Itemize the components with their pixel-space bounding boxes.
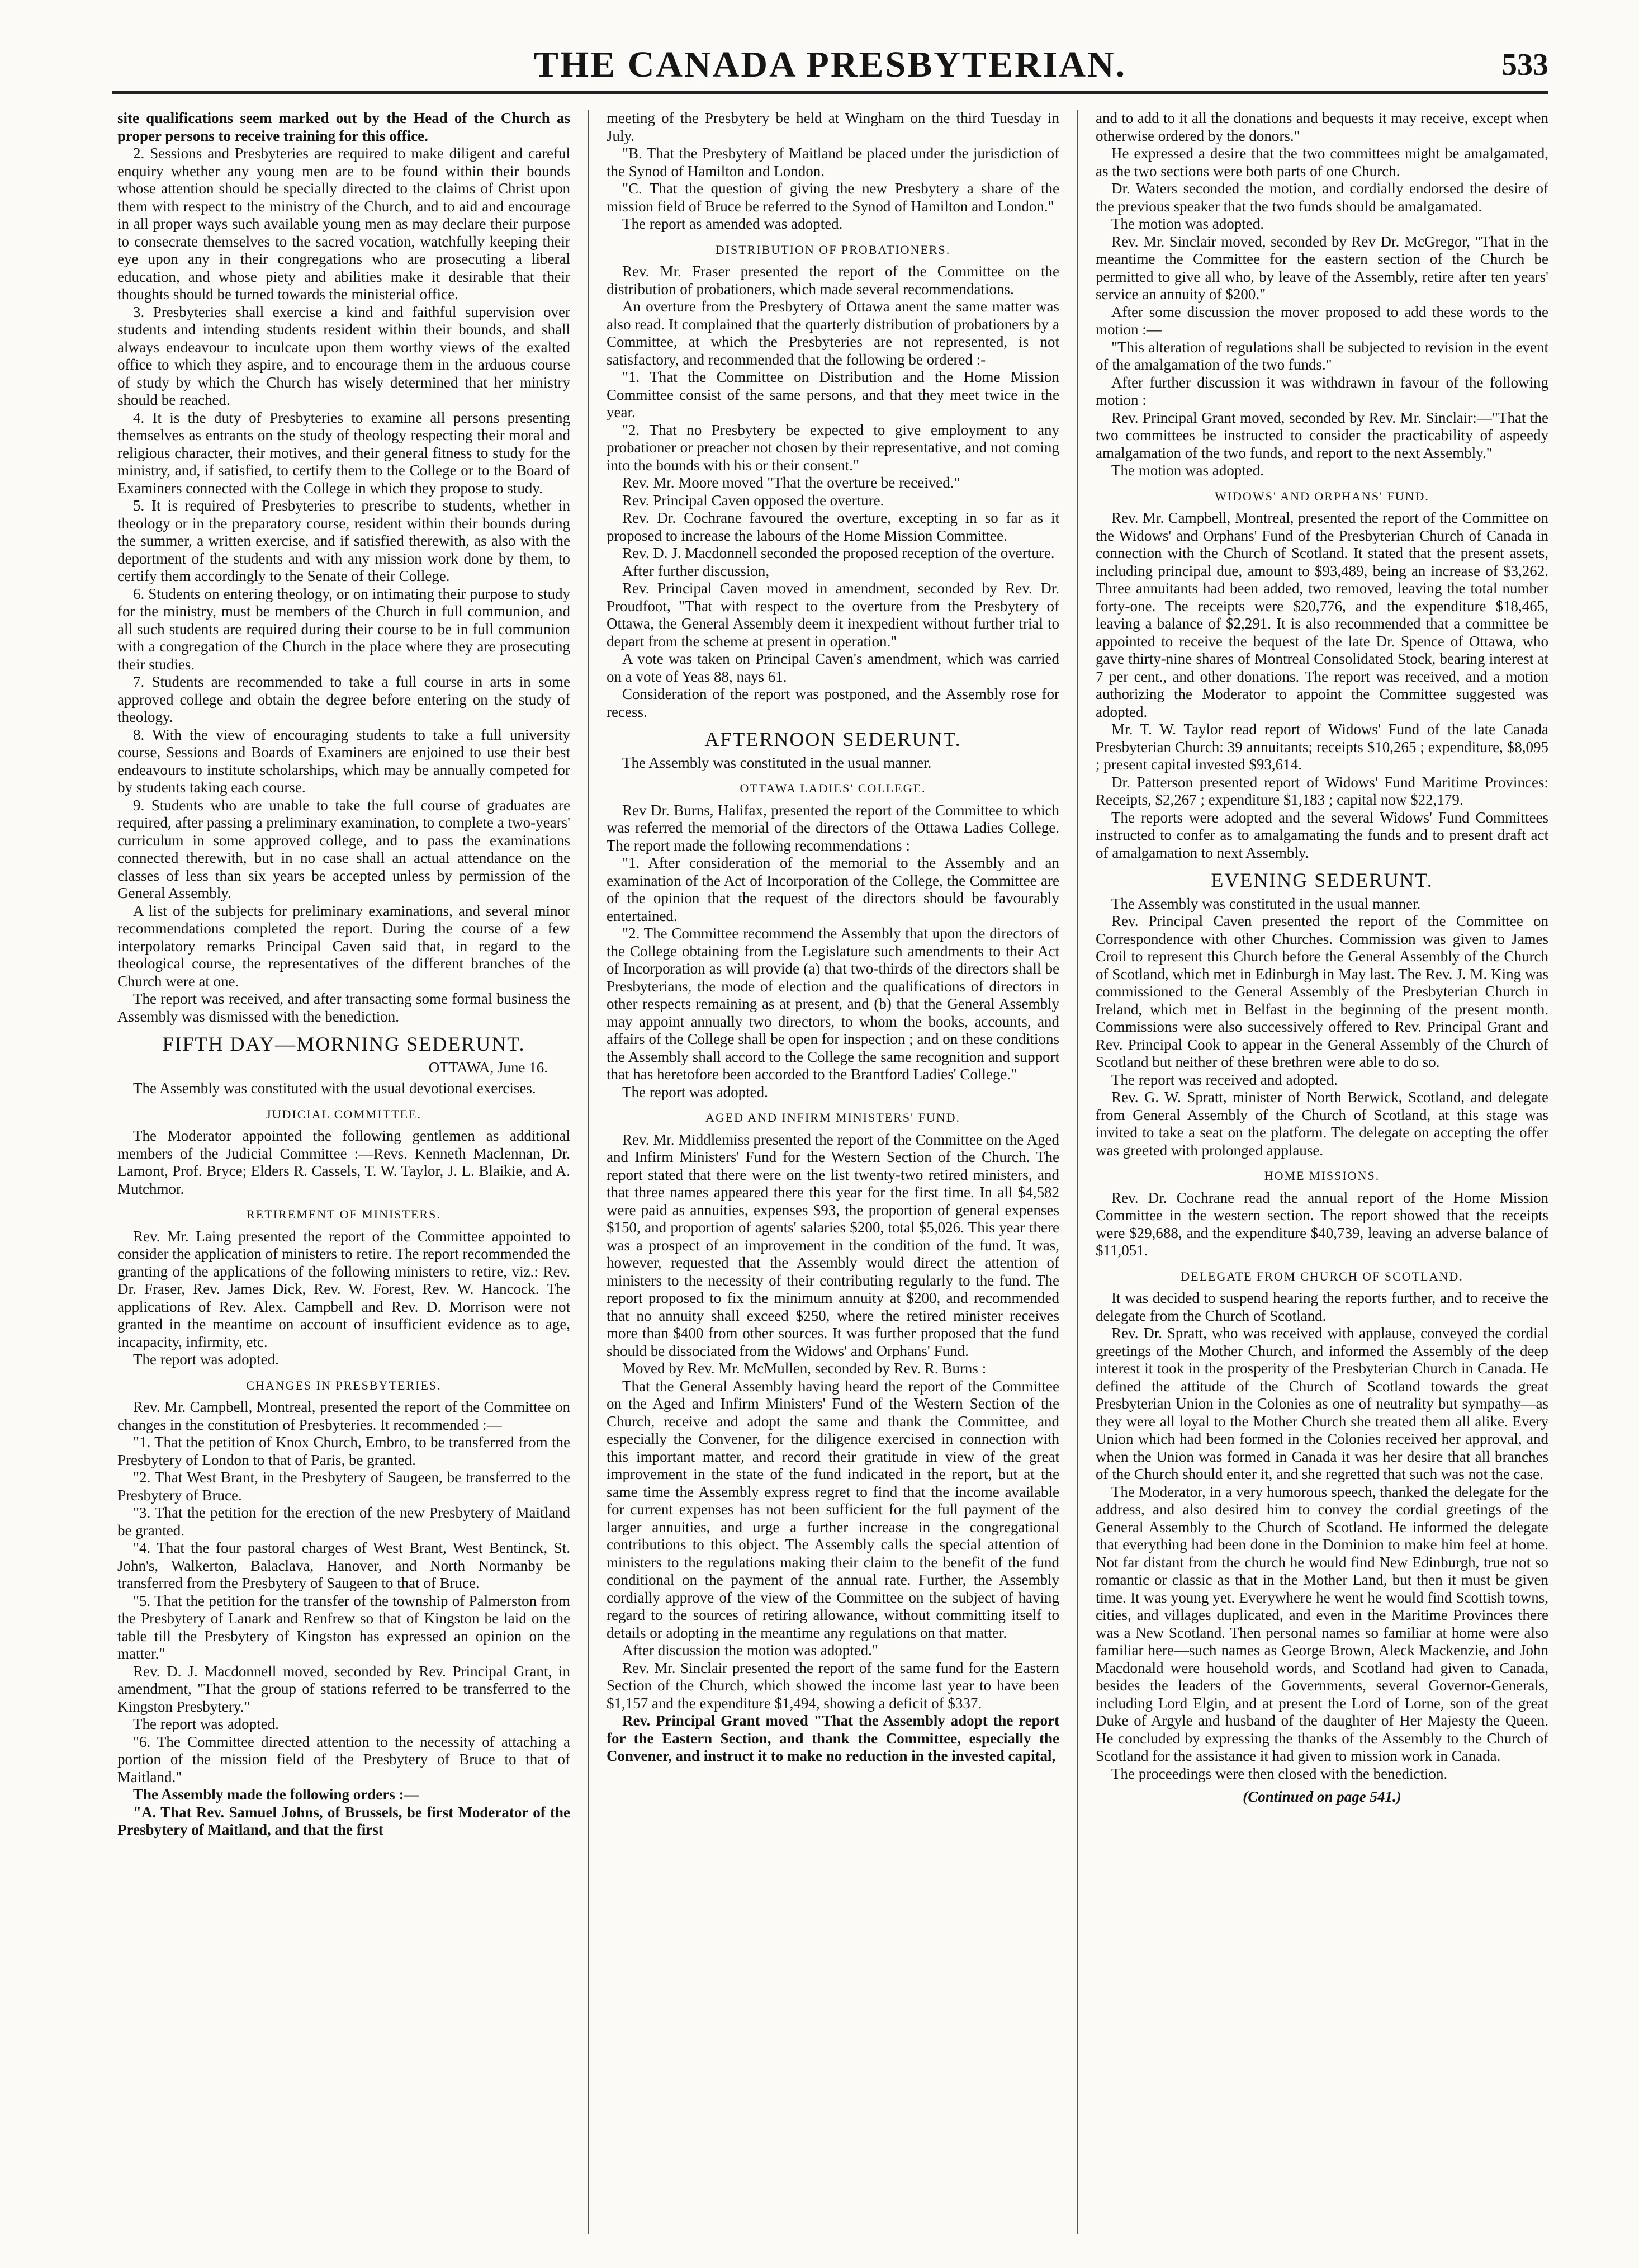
- paragraph: "A. That Rev. Samuel Johns, of Brussels, be first Moderator of the Presbytery of Maitland, and that the first: [117, 1803, 570, 1838]
- paragraph: 5. It is required of Presbyteries to prescribe to students, whether in theology or in the preparatory course, resident within their bounds during the summer, a written exercise, and if satisfied therewith, as also with the deportment of the students and with any mission work done by them, to certify them accordingly to the Senate of their College.: [117, 497, 570, 584]
- subsection-heading: CHANGES IN PRESBYTERIES.: [246, 1378, 442, 1392]
- paragraph: After further discussion it was withdrawn in favour of the following motion :: [1096, 374, 1548, 408]
- paragraph: "This alteration of regulations shall be subjected to revision in the event of the amalgamation of the two funds.": [1096, 338, 1548, 373]
- paragraph: "B. That the Presbytery of Maitland be placed under the jurisdiction of the Synod of Hamilton and London.: [607, 145, 1059, 179]
- paragraph: "1. That the petition of Knox Church, Embro, to be transferred from the Presbytery of London to that of Paris, be granted.: [117, 1434, 570, 1468]
- paragraph: Moved by Rev. Mr. McMullen, seconded by Rev. R. Burns :: [622, 1360, 987, 1377]
- paragraph: Rev. Mr. Moore moved "That the overture be received.": [622, 474, 960, 491]
- paragraph: The Moderator appointed the following gentlemen as additional members of the Judicial Committee :—Revs. Kenneth Maclennan, Dr. Lamont, Prof. Bryce; Elders R. Cassels, T. W. Taylor, J. L. Blaikie, and A. Mutchmor.: [117, 1127, 570, 1197]
- subsection-heading: OTTAWA LADIES' COLLEGE.: [740, 781, 926, 795]
- paragraph: Mr. T. W. Taylor read report of Widows' Fund of the late Canada Presbyterian Church: 39 annuitants; receipts $10,265 ; expenditure, $8,095 ; present capital invested $93,614.: [1096, 721, 1548, 773]
- paragraph: 7. Students are recommended to take a full course in arts in some approved college and obtain the degree before entering on the study of theology.: [117, 673, 570, 725]
- column-2: [607, 110, 1059, 2234]
- paragraph: The Assembly made the following orders :—: [133, 1786, 419, 1803]
- paragraph: Rev. Mr. Middlemiss presented the report of the Committee on the Aged and Infirm Ministers' Fund for the Western Section of the Church. The report stated that there were on the list twenty-two retired ministers, and that three names appeared there this year for the first time. In all $4,582 were paid as annuities, expenses $93, the proportion of general expenses $150, and proportion of agents' salaries $200, total $5,026. This year there was a prospect of an improvement in the condition of the fund. It was, however, requested that the Assembly would direct the attention of ministers to the necessity of their contributing regularly to the fund. The report proposed to fix the minimum annuity at $200, and recommended that no annuity shall exceed $250, where the retired minister receives more than $400 from other sources. It was further proposed that the fund should be dissociated from the Widows' and Orphans' Fund.: [607, 1131, 1059, 1359]
- paragraph: Rev. Dr. Cochrane favoured the overture, excepting in so far as it proposed to increase the labours of the Home Mission Committee.: [607, 509, 1059, 544]
- paragraph: An overture from the Presbytery of Ottawa anent the same matter was also read. It complained that the quarterly distribution of probationers by a Committee, at which the Presbyteries are not represented, is not satisfactory, and recommended that the following be ordered :-: [607, 298, 1059, 368]
- paragraph: 4. It is the duty of Presbyteries to examine all persons presenting themselves as entrants on the study of theology respecting their moral and religious character, their motives, and their general fitness to study for the ministry, and, if satisfied, to certify them to the College or to the Board of Examiners connected with the College in which they propose to study.: [117, 409, 570, 497]
- paragraph: 2. Sessions and Presbyteries are required to make diligent and careful enquiry whether any young men are to be found within their bounds whose attention should be specially directed to the claims of Christ upon them with respect to the ministry of the Church, and to aid and encourage in all proper ways such available young men as may declare their purpose to consecrate themselves to the sacred vocation, watchfully keeping their eye upon any in their congregations who are prosecuting a liberal education, and whose piety and abilities make it desirable that their thoughts should be turned towards the ministerial office.: [117, 145, 570, 303]
- article-columns: [117, 110, 1548, 2234]
- paragraph: Rev. Mr. Laing presented the report of the Committee appointed to consider the application of ministers to retire. The report recommended the granting of the applications of the following ministers to retire, viz.: Rev. Dr. Fraser, Rev. James Dick, Rev. W. Forest, Rev. W. Hancock. The applications of Rev. Alex. Campbell and Rev. D. Morrison were not granted in the meantime on account of insufficient evidence as to age, incapacity, infirmity, etc.: [117, 1227, 570, 1350]
- paragraph: The motion was adopted.: [1111, 462, 1264, 479]
- column-divider: [1077, 110, 1078, 2234]
- column-1: [117, 110, 570, 2234]
- paragraph: Rev. D. J. Macdonnell moved, seconded by Rev. Principal Grant, in amendment, "That the group of stations referred to be transferred to the Kingston Presbytery.": [117, 1662, 570, 1715]
- paragraph: After further discussion,: [622, 562, 770, 579]
- paragraph: "3. That the petition for the erection of the new Presbytery of Maitland be granted.: [117, 1504, 570, 1539]
- paragraph: He expressed a desire that the two committees might be amalgamated, as the two sections were both parts of one Church.: [1096, 145, 1548, 179]
- dateline: OTTAWA, June 16.: [428, 1059, 548, 1076]
- paragraph: The report was adopted.: [133, 1716, 279, 1732]
- paragraph: The reports were adopted and the several Widows' Fund Committees instructed to confer as to amalgamating the funds and to present draft act of amalgamation to next Assembly.: [1096, 809, 1548, 861]
- subsection-heading: WIDOWS' AND ORPHANS' FUND.: [1215, 489, 1429, 503]
- column-divider: [588, 110, 589, 2234]
- paragraph: and to add to it all the donations and bequests it may receive, except when otherwise ordered by the donors.": [1096, 110, 1548, 144]
- subsection-heading: DELEGATE FROM CHURCH OF SCOTLAND.: [1181, 1269, 1463, 1283]
- continued-note: (Continued on page 541.): [1243, 1788, 1401, 1805]
- paragraph: Rev. Principal Grant moved "That the Assembly adopt the report for the Eastern Section, and thank the Committee, especially the Convener, and instruct it to make no reduction in the invested capital,: [607, 1712, 1059, 1764]
- paragraph: After some discussion the mover proposed to add these words to the motion :—: [1096, 303, 1548, 338]
- paragraph: Rev Dr. Burns, Halifax, presented the report of the Committee to which was referred the memorial of the directors of the Ottawa Ladies College. The report made the following recommendations :: [607, 801, 1059, 854]
- paragraph: "1. After consideration of the memorial to the Assembly and an examination of the Act of Incorporation of the College, the Committee are of the opinion that the request of the directors should be favourably entertained.: [607, 854, 1059, 924]
- section-heading: EVENING SEDERUNT.: [1211, 869, 1433, 891]
- paragraph: Rev. Dr. Cochrane read the annual report of the Home Mission Committee in the western section. The report showed that the receipts were $29,688, and the expenditure $40,739, leaving an adverse balance of $11,051.: [1096, 1189, 1548, 1259]
- paragraph: "2. That no Presbytery be expected to give employment to any probationer or preacher not chosen by their representative, and not coming into the bounds with his or their consent.": [607, 421, 1059, 474]
- paragraph: It was decided to suspend hearing the reports further, and to receive the delegate from the Church of Scotland.: [1096, 1289, 1548, 1324]
- paragraph: 3. Presbyteries shall exercise a kind and faithful supervision over students and intending students resident within their bounds, and shall always endeavour to inculcate upon them worthy views of the exalted office to which they aspire, and to encourage them in the arduous course of study by which the Church has wisely determined that her ministry should be reached.: [117, 303, 570, 408]
- paragraph: The report was received, and after transacting some formal business the Assembly was dismissed with the benediction.: [117, 990, 570, 1025]
- section-heading: AFTERNOON SEDERUNT.: [704, 728, 961, 750]
- paragraph: "2. That West Brant, in the Presbytery of Saugeen, be transferred to the Presbytery of Bruce.: [117, 1469, 570, 1504]
- paragraph: The Moderator, in a very humorous speech, thanked the delegate for the address, and also desired him to convey the cordial greetings of the General Assembly to the Church of Scotland. He informed the delegate that everything had been done in the Dominion to make him feel at home. Not far distant from the church he would find New Edinburgh, true not so romantic or classic as that in the Mother Land, but then it must be given time. It was young yet. Everywhere he went he would find Scottish towns, cities, and villages duplicated, and even in the Maritime Provinces there was a New Scotland. Then personal names so familiar at home were also familiar here—such names as George Brown, Aleck Mackenzie, and John Macdonald were household words, and Scotland had given to Canada, besides the leaders of the Governments, several Governor-Generals, including Lord Elgin, and at present the Lord of Lorne, son of the great Duke of Argyle and husband of the daughter of Her Majesty the Queen. He concluded by expressing the thanks of the Assembly to the Church of Scotland for the assistance it had given to mission work in Canada.: [1096, 1483, 1548, 1764]
- paragraph: "4. That the four pastoral charges of West Brant, West Bentinck, St. John's, Walkerton, Balaclava, Hanover, and North Normanby be transferred from the Presbytery of Saugeen to that of Bruce.: [117, 1539, 570, 1591]
- subsection-heading: AGED AND INFIRM MINISTERS' FUND.: [705, 1111, 961, 1124]
- paragraph: Rev. Dr. Spratt, who was received with applause, conveyed the cordial greetings of the Mother Church, and informed the Assembly of the deep interest it took in the prosperity of the Presbyterian Church in Canada. He defined the attitude of the Church of Scotland towards the great Presbyterian Union in the Colonies as one of neutrality but sympathy—as they were all loyal to the Mother Church she treated them all alike. Every Union which had been formed in the Colonies received her approval, and when the Union was formed in Canada it was her desire that all branches of the Church should enter it, and she regretted that such was not the case.: [1096, 1325, 1548, 1482]
- paragraph: The proceedings were then closed with the benediction.: [1111, 1765, 1448, 1782]
- paragraph: The motion was adopted.: [1111, 215, 1264, 232]
- paragraph: The report as amended was adopted.: [622, 215, 843, 232]
- paragraph: Rev. G. W. Spratt, minister of North Berwick, Scotland, and delegate from General Assembly of the Church of Scotland, at this stage was invited to take a seat on the platform. The delegate on accepting the offer was greeted with prolonged applause.: [1096, 1089, 1548, 1159]
- paragraph: "C. That the question of giving the new Presbytery a share of the mission field of Bruce be referred to the Synod of Hamilton and London.": [607, 180, 1059, 215]
- paragraph: Rev. Principal Caven moved in amendment, seconded by Rev. Dr. Proudfoot, "That with respect to the overture from the Presbytery of Ottawa, the General Assembly deem it inexpedient without further trial to depart from the scheme at present in operation.": [607, 580, 1059, 650]
- paragraph: The Assembly was constituted in the usual manner.: [1111, 895, 1421, 912]
- subsection-heading: DISTRIBUTION OF PROBATIONERS.: [715, 242, 951, 257]
- subsection-heading: HOME MISSIONS.: [1264, 1169, 1380, 1183]
- paragraph: meeting of the Presbytery be held at Wingham on the third Tuesday in July.: [607, 110, 1059, 144]
- paragraph: After discussion the motion was adopted.": [622, 1642, 878, 1659]
- paragraph: The Assembly was constituted with the usual devotional exercises.: [133, 1080, 536, 1097]
- paragraph: Rev. Mr. Fraser presented the report of the Committee on the distribution of probationers, which made several recommendations.: [607, 263, 1059, 297]
- page-number: 533: [1501, 48, 1548, 82]
- paragraph: A list of the subjects for preliminary examinations, and several minor recommendations completed the report. During the course of a few interpolatory remarks Principal Caven said that, in regard to the theological course, the representatives of the different branches of the Church were at one.: [117, 902, 570, 990]
- paragraph: site qualifications seem marked out by the Head of the Church as proper persons to receive training for this office.: [117, 110, 570, 144]
- subsection-heading: JUDICIAL COMMITTEE.: [266, 1107, 421, 1121]
- page-header: [112, 40, 1548, 94]
- paragraph: Consideration of the report was postponed, and the Assembly rose for recess.: [607, 686, 1059, 720]
- column-3: [1096, 110, 1548, 2234]
- paragraph: A vote was taken on Principal Caven's amendment, which was carried on a vote of Yeas 88, nays 61.: [607, 650, 1059, 685]
- paragraph: 9. Students who are unable to take the full course of graduates are required, after passing a preliminary examination, to complete a two-years' curriculum in some approved college, and to pass the examinations connected therewith, but in no case shall an actual attendance on the classes of less than six years be accepted unless by permission of the General Assembly.: [117, 796, 570, 901]
- paragraph: Rev. Principal Grant moved, seconded by Rev. Mr. Sinclair:—"That the two committees be instructed to consider the practicability of aspeedy amalgamation of the two funds, and report to the next Assembly.": [1096, 409, 1548, 461]
- paragraph: That the General Assembly having heard the report of the Committee on the Aged and Infirm Ministers' Fund of the Western Section of the Church, receive and adopt the same and thank the Committee, and especially the Convener, for the diligence exercised in connection with this important matter, and record their gratitude in view of the great improvement in the state of the fund indicated in the report, but at the same time the Assembly express regret to find that the income available for current expenses has not been sufficient for the full payment of the larger annuities, and urge a further increase in the congregational contributions to this object. The Assembly calls the special attention of ministers to the regulations making their claim to the benefit of the fund conditional on the payment of the annual rate. Further, the Assembly cordially approve of the view of the Committee on the subject of having regard to the sources of retiring allowance, without committing itself to details or adopting in the meantime any regulations on that matter.: [607, 1377, 1059, 1641]
- paragraph: Rev. Principal Caven opposed the overture.: [622, 492, 884, 509]
- paragraph: "6. The Committee directed attention to the necessity of attaching a portion of the mission field of the Presbytery of Bruce to that of Maitland.": [117, 1733, 570, 1785]
- paragraph: The report was adopted.: [133, 1351, 279, 1368]
- paragraph: The report was received and adopted.: [1111, 1071, 1338, 1088]
- paragraph: Rev. Mr. Campbell, Montreal, presented the report of the Committee on the Widows' and Orphans' Fund of the Presbyterian Church of Canada in connection with the Church of Scotland. It stated that the present assets, including principal due, amount to $93,489, being an increase of $3,262. Three annuitants had been added, two removed, leaving the total number forty-one. The receipts were $20,776, and the expenditure $18,465, leaving a balance of $2,291. It is also recommended that a committee be appointed to receive the bequest of the late Dr. Spence of Ottawa, who gave thirty-nine shares of Montreal Consolidated Stock, bearing interest at 7 per cent., and other donations. The report was received, and a motion authorizing the Moderator to appoint the Committee suggested was adopted.: [1096, 509, 1548, 720]
- paragraph: Rev. Principal Caven presented the report of the Committee on Correspondence with other Churches. Commission was given to James Croil to represent this Church before the General Assembly of the Church of Scotland, which met in Edinburgh in May last. The Rev. J. M. King was commissioned to the General Assembly of the Presbyterian Church in Ireland, which met in Belfast in the beginning of the present month. Commissions were also successively offered to Rev. Principal Grant and Rev. Principal Cook to appear in the General Assembly of the Church of Scotland but neither of these brethren were able to do so.: [1096, 913, 1548, 1070]
- subsection-heading: RETIREMENT OF MINISTERS.: [247, 1207, 441, 1221]
- section-heading: FIFTH DAY—MORNING SEDERUNT.: [162, 1033, 525, 1055]
- paragraph: 8. With the view of encouraging students to take a full university course, Sessions and Boards of Examiners are enjoined to use their best endeavours to institute scholarships, which may be annually competed for by students taking each course.: [117, 726, 570, 796]
- paragraph: Dr. Patterson presented report of Widows' Fund Maritime Provinces: Receipts, $2,267 ; expenditure $1,183 ; capital now $22,179.: [1096, 773, 1548, 808]
- masthead-title: THE CANADA PRESBYTERIAN.: [533, 44, 1127, 85]
- paragraph: Rev. Mr. Campbell, Montreal, presented the report of the Committee on changes in the constitution of Presbyteries. It recommended :—: [117, 1398, 570, 1433]
- paragraph: Rev. Mr. Sinclair presented the report of the same fund for the Eastern Section of the Church, which showed the income last year to have been $1,157 and the expenditure $1,494, showing a deficit of $337.: [607, 1659, 1059, 1712]
- paragraph: The Assembly was constituted in the usual manner.: [622, 754, 932, 771]
- paragraph: 6. Students on entering theology, or on intimating their purpose to study for the ministry, must be members of the Church in full communion, and all such students are required during their course to be in full communion with a congregation of the Church in the place where they are prosecuting their studies.: [117, 585, 570, 673]
- paragraph: Rev. Mr. Sinclair moved, seconded by Rev Dr. McGregor, "That in the meantime the Committee for the eastern section of the Church be permitted to give all who, by leave of the Assembly, retire after ten years' service an annuity of $200.": [1096, 233, 1548, 303]
- paragraph: The report was adopted.: [622, 1083, 768, 1100]
- paragraph: "1. That the Committee on Distribution and the Home Mission Committee consist of the same persons, and that they meet twice in the year.: [607, 368, 1059, 420]
- paragraph: Rev. D. J. Macdonnell seconded the proposed reception of the overture.: [622, 545, 1055, 561]
- paragraph: "2. The Committee recommend the Assembly that upon the directors of the College obtaining from the Legislature such amendments to their Act of Incorporation as will provide (a) that two-thirds of the directors shall be Presbyterians, the mode of election and the qualifications of directors in other respects remaining as at present, and (b) that the General Assembly may appoint annually two directors, to whom the books, accounts, and affairs of the College shall be open for inspection ; and on these conditions the Assembly shall accord to the College the same recognition and support that has heretofore been accorded to the Brantford Ladies' College.": [607, 925, 1059, 1083]
- paragraph: Dr. Waters seconded the motion, and cordially endorsed the desire of the previous speaker that the two funds should be amalgamated.: [1096, 180, 1548, 215]
- paragraph: "5. That the petition for the transfer of the township of Palmerston from the Presbytery of Lanark and Renfrew so that of Kingston be laid on the table till the Presbytery of Kingston has expressed an opinion on the matter.": [117, 1592, 570, 1662]
